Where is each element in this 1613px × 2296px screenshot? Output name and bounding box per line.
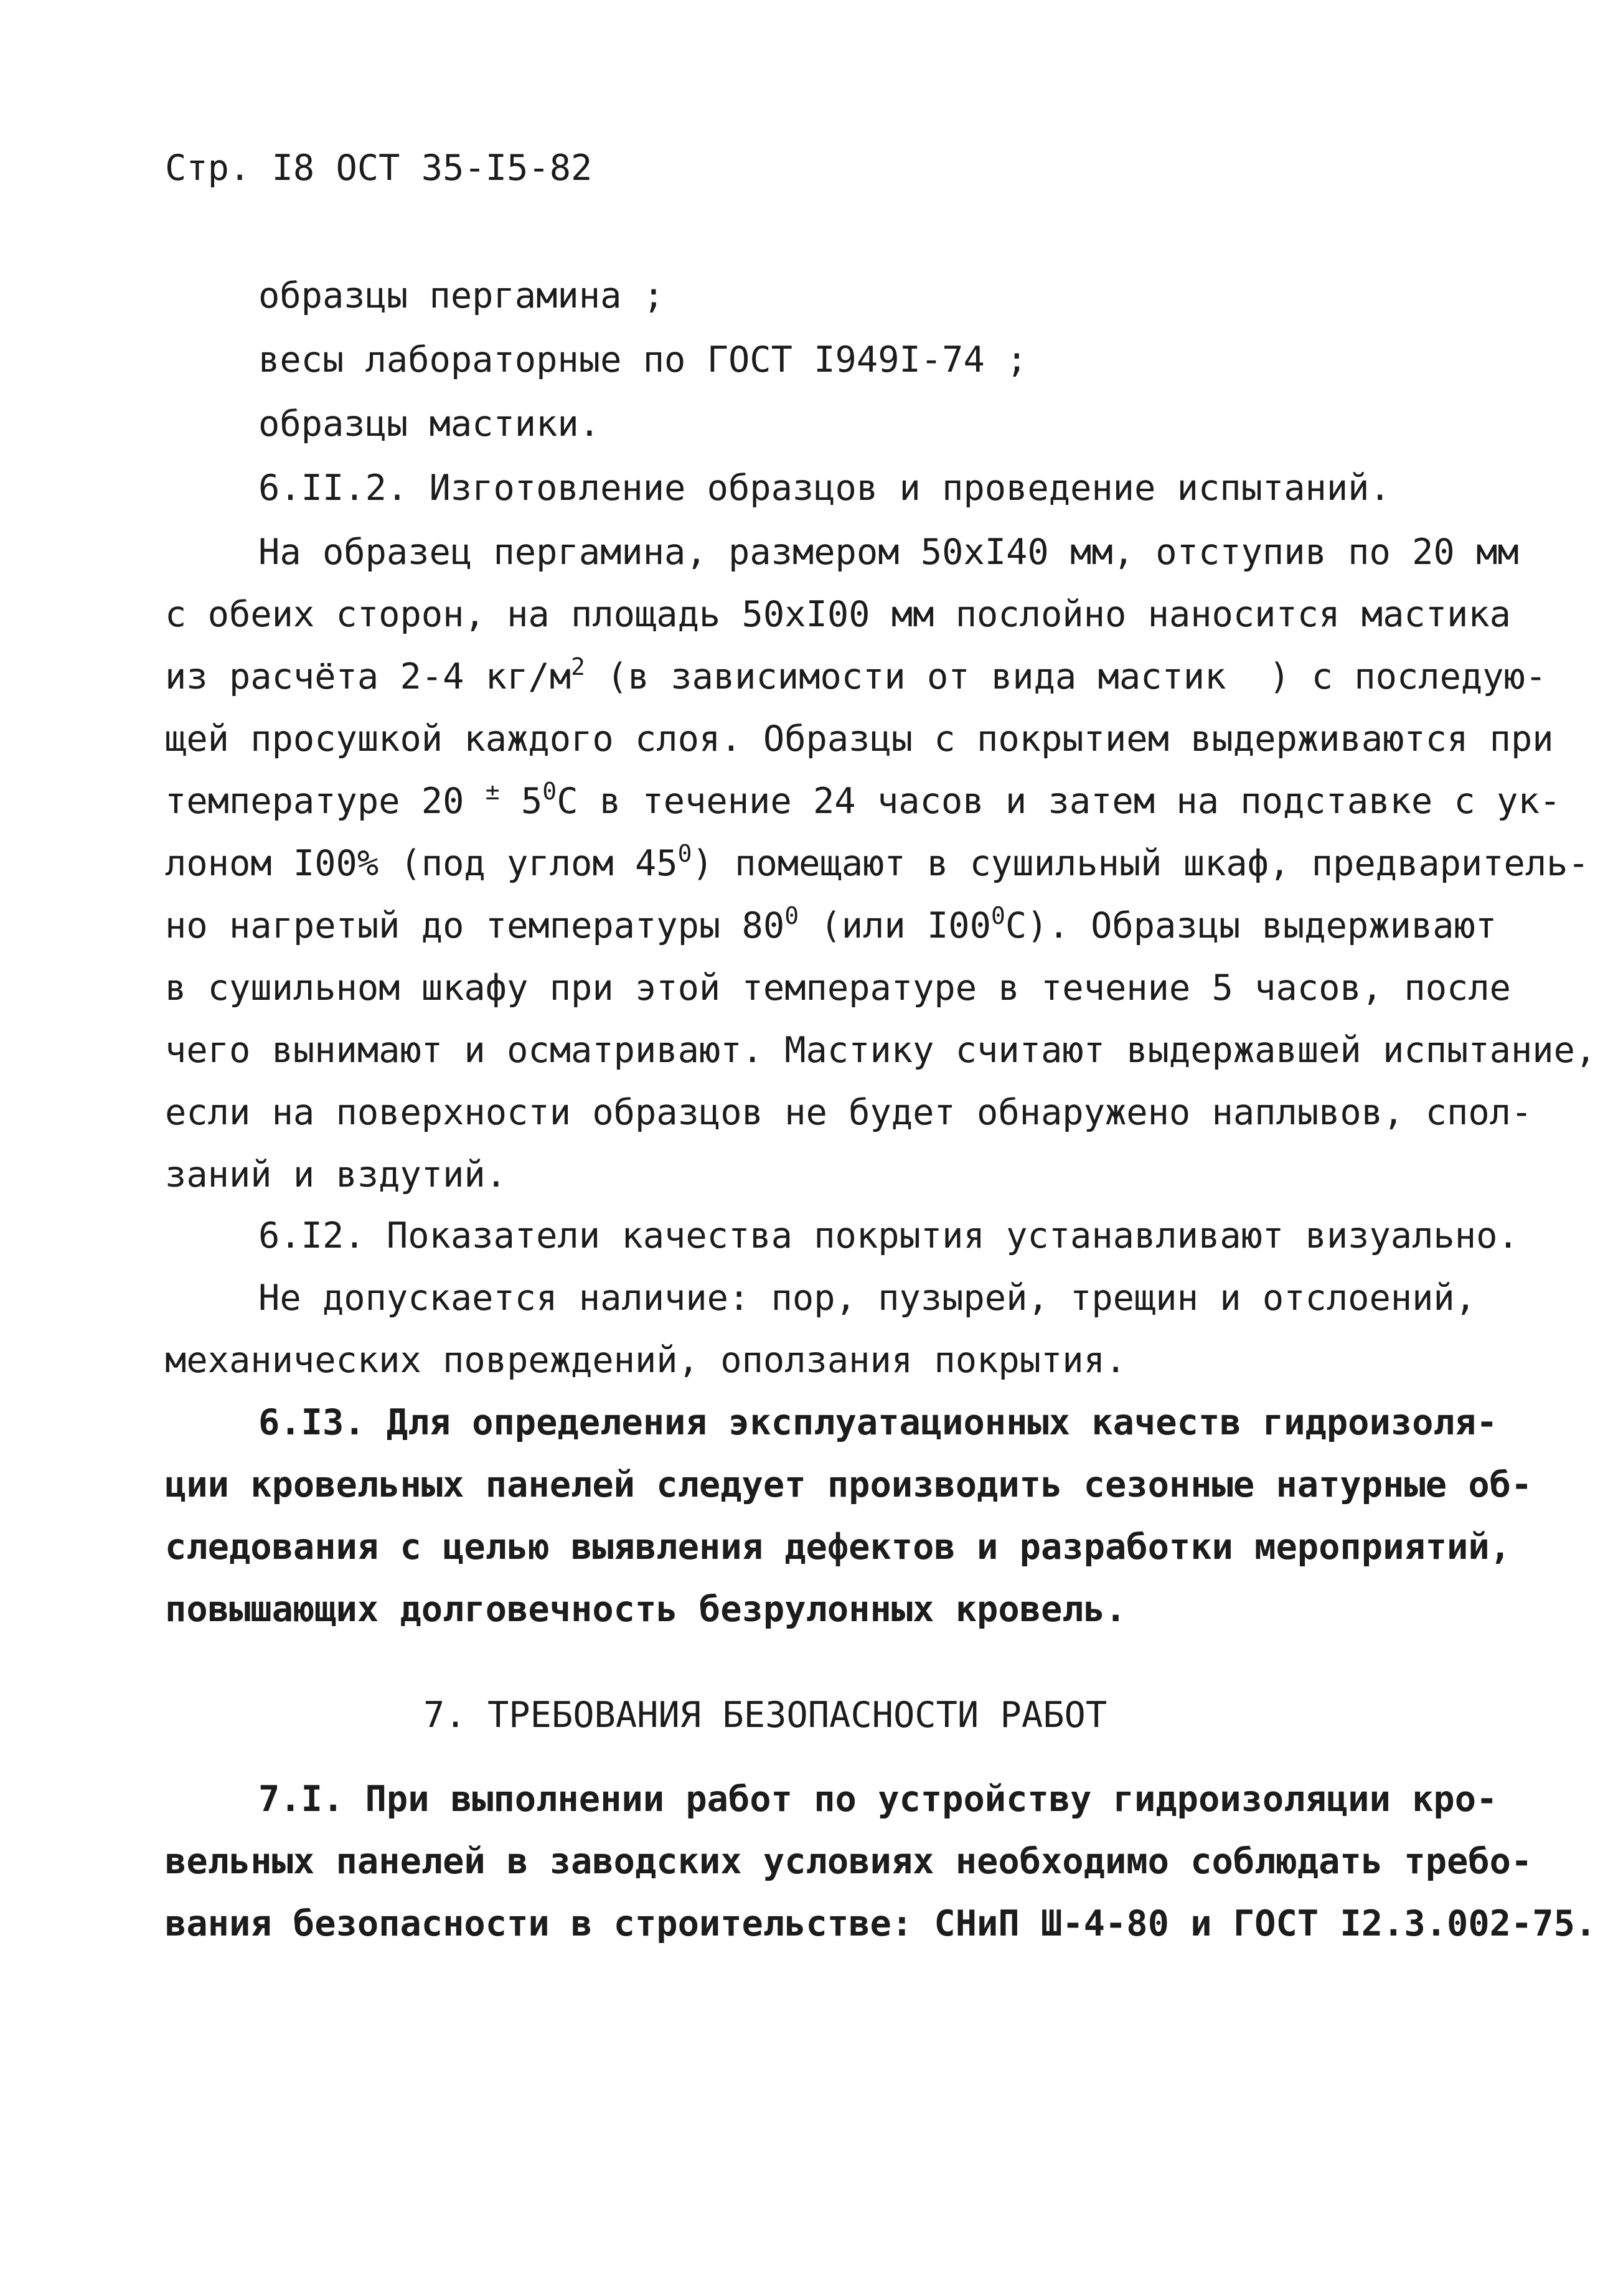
- text-span: (в зависимости от вида мастик ) с последую-: [585, 656, 1547, 697]
- text-line: вания безопасности в строительстве: СНиП Ш-4-80 и ГОСТ I2.3.002-75.: [165, 1903, 1597, 1944]
- plus-minus-sign: ±: [485, 778, 500, 805]
- text-line: в сушильном шкафу при этой температуре в течение 5 часов, после: [165, 967, 1511, 1009]
- degree-superscript: 0: [784, 902, 799, 929]
- text-span: лоном I00% (под углом 45: [165, 843, 678, 884]
- text-line: вельных панелей в заводских условиях необходимо соблюдать требо-: [165, 1841, 1533, 1882]
- text-line: с обеих сторон, на площадь 50хI00 мм послойно наносится мастика: [165, 594, 1511, 635]
- text-line: механических повреждений, оползания покрытия.: [165, 1340, 1127, 1381]
- clause-7-1: 7.I. При выполнении работ по устройству гидроизоляции кро-: [258, 1779, 1498, 1820]
- text-line: [165, 779, 1561, 823]
- text-line: щей просушкой каждого слоя. Образцы с покрытием выдерживаются при: [165, 718, 1554, 760]
- text-line: [165, 655, 1546, 699]
- degree-superscript: 0: [990, 902, 1005, 929]
- text-line: если на поверхности образцов не будет обнаружено наплывов, спол-: [165, 1092, 1533, 1133]
- text-span: ) помещают в сушильный шкаф, предваритель-: [692, 843, 1589, 884]
- section-title: 7. ТРЕБОВАНИЯ БЕЗОПАСНОСТИ РАБОТ: [423, 1695, 1107, 1736]
- text-span: С в течение 24 часов и затем на подставке с ук-: [557, 781, 1561, 822]
- text-line: заний и вздутий.: [165, 1154, 507, 1195]
- clause-6-12: 6.I2. Показатели качества покрытия устанавливают визуально.: [258, 1215, 1519, 1256]
- degree-superscript: 0: [677, 840, 692, 867]
- superscript: 2: [571, 653, 585, 680]
- clause-6-13: 6.I3. Для определения эксплуатационных качеств гидроизоля-: [258, 1402, 1498, 1443]
- text-line: образцы пергамина ;: [258, 275, 665, 316]
- text-line: повышающих долговечность безрулонных кровель.: [165, 1589, 1127, 1630]
- text-line: [165, 842, 1589, 885]
- text-line: Не допускается наличие: пор, пузырей, трещин и отслоений,: [258, 1277, 1477, 1319]
- text-span: но нагретый до температуры 80: [165, 905, 785, 946]
- clause-heading-6-11-2: 6.II.2. Изготовление образцов и проведение испытаний.: [258, 468, 1391, 509]
- text-span: (или I00: [799, 905, 991, 946]
- text-line: весы лабораторные по ГОСТ I949I-74 ;: [258, 339, 1028, 380]
- text-line: чего вынимают и осматривают. Мастику считают выдержавшей испытание,: [165, 1030, 1597, 1071]
- text-line: образцы мастики.: [258, 403, 601, 445]
- text-span: С). Образцы выдерживают: [1005, 905, 1497, 946]
- text-span: из расчёта 2-4 кг/м: [165, 656, 571, 697]
- text-line: следования с целью выявления дефектов и разработки мероприятий,: [165, 1527, 1511, 1568]
- text-span: температуре 20: [165, 781, 486, 822]
- text-span: 5: [499, 781, 543, 822]
- degree-superscript: 0: [542, 778, 557, 805]
- text-line: ции кровельных панелей следует производить сезонные натурные об-: [165, 1464, 1533, 1505]
- text-line: На образец пергамина, размером 50хI40 мм, отступив по 20 мм: [258, 532, 1519, 573]
- page-header: Стр. I8 ОСТ 35-I5-82: [165, 148, 593, 189]
- text-line: [165, 904, 1497, 948]
